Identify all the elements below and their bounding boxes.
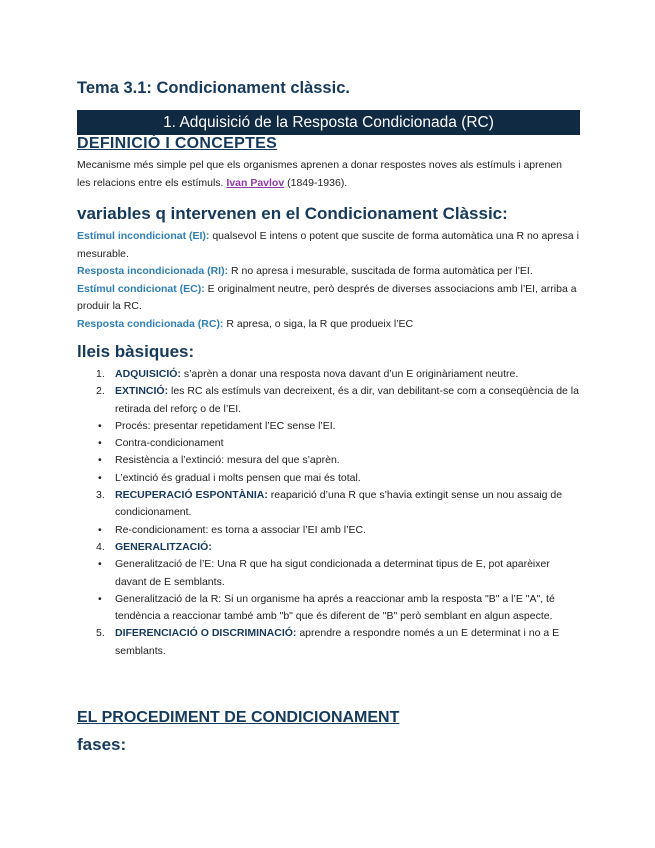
- bullet-marker: •: [98, 471, 102, 484]
- list-item-text: s’aprèn a donar una resposta nova davant d’un E originàriament neutre.: [180, 368, 519, 380]
- variable-item: [77, 263, 580, 281]
- phases-heading: fases:: [77, 735, 127, 754]
- list-item: [77, 522, 582, 539]
- list-item: [77, 366, 582, 383]
- list-marker: 2.: [96, 385, 105, 398]
- laws-list: [77, 366, 582, 660]
- list-item-text: Generalització de l’E: Una R que ha sigut condicionada a determinat tipus de E, pot aparèixer davant de E semblants.: [115, 558, 550, 588]
- law-title: DIFERENCIACIÓ O DISCRIMINACIÓ:: [115, 627, 297, 640]
- variable-item: [77, 228, 580, 263]
- list-item: [77, 383, 582, 418]
- list-item-text: Contra-condicionament: [115, 437, 224, 450]
- procedure-heading: EL PROCEDIMENT DE CONDICIONAMENT: [77, 709, 400, 726]
- list-item-text: Re-condicionament: es torna a associar l’EI amb l’EC.: [115, 523, 366, 536]
- list-marker: 4.: [96, 540, 105, 553]
- list-item: [77, 539, 582, 556]
- variable-term: Estímul incondicionat (EI):: [77, 230, 210, 242]
- variable-term: Estímul condicionat (EC):: [77, 282, 205, 295]
- variables-heading: variables q intervenen en el Condicionament Clàssic:: [77, 204, 508, 223]
- law-title: EXTINCIÓ:: [115, 385, 169, 398]
- definition-paragraph: [77, 157, 577, 192]
- page-title: Tema 3.1: Condicionament clàssic.: [77, 79, 350, 97]
- list-item-text: Generalització de la R: Si un organisme ha aprés a reaccionar amb la resposta "B" a l’E "A", té tendència a reaccionar també amb "b" que és diferent de "B" però semblant en algun aspecte.: [115, 592, 555, 623]
- bullet-marker: •: [98, 419, 102, 432]
- list-item-text: Procés: presentar repetidament l’EC sense l’EI.: [115, 419, 336, 432]
- list-item-text: L’extinció és gradual i molts pensen que mai és total.: [115, 471, 361, 484]
- variable-definition: qualsevol E intens o potent que suscite de forma automàtica una R no apresa i mesurable.: [77, 230, 579, 260]
- list-item: [77, 625, 582, 660]
- bullet-marker: •: [98, 558, 102, 571]
- list-item: [77, 556, 582, 591]
- bullet-marker: •: [98, 592, 102, 605]
- law-title: GENERALITZACIÓ:: [115, 540, 212, 553]
- variable-definition: R apresa, o siga, la R que produeix l’EC: [223, 317, 414, 330]
- variable-definition: R no apresa i mesurable, suscitada de forma automàtica per l’EI.: [228, 265, 533, 277]
- bullet-marker: •: [98, 437, 102, 450]
- list-item: [77, 435, 582, 452]
- list-item-text: les RC als estímuls van decreixent, és a dir, van debilitant-se com a conseqüència de la retirada del reforç o de l’EI.: [115, 385, 579, 415]
- bullet-marker: •: [98, 454, 102, 467]
- laws-heading: lleis bàsiques:: [77, 342, 195, 361]
- bullet-marker: •: [98, 523, 102, 536]
- list-item-text: aprendre a respondre només a un E determinat i no a E semblants.: [115, 627, 560, 657]
- list-marker: 3.: [96, 489, 105, 502]
- list-item: [77, 452, 582, 469]
- ivan-pavlov-link[interactable]: Ivan Pavlov: [226, 176, 285, 189]
- list-item: [77, 487, 582, 522]
- list-item-text: reaparició d’una R que s’havia extingit sense un nou assaig de condicionament.: [115, 489, 563, 519]
- definition-dates: (1849-1936).: [284, 176, 348, 189]
- variable-term: Resposta incondicionada (RI):: [77, 265, 229, 277]
- list-item: [77, 418, 582, 435]
- variable-definition: E originalment neutre, però després de diverses associacions amb l’EI, arriba a produir la RC.: [77, 282, 577, 312]
- list-item: [77, 470, 582, 487]
- list-item-text: Resistència a l’extinció: mesura del que s’aprèn.: [115, 454, 340, 467]
- law-title: ADQUISICIÓ:: [115, 368, 181, 380]
- law-title: RECUPERACIÓ ESPONTÀNIA:: [115, 489, 268, 502]
- list-item: [77, 591, 582, 626]
- section-banner: 1. Adquisició de la Resposta Condicionada (RC): [77, 110, 580, 135]
- definition-text: Mecanisme més simple pel que els organismes aprenen a donar respostes noves als estímuls i aprenen les relacions entre els estímuls.: [77, 159, 562, 189]
- variable-item: [77, 281, 580, 316]
- definition-heading: DEFINICIÓ I CONCEPTES: [77, 135, 278, 152]
- list-marker: 5.: [96, 627, 105, 640]
- variable-term: Resposta condicionada (RC):: [77, 317, 224, 330]
- variables-list: [77, 228, 580, 333]
- variable-item: [77, 316, 580, 334]
- list-marker: 1.: [96, 368, 105, 380]
